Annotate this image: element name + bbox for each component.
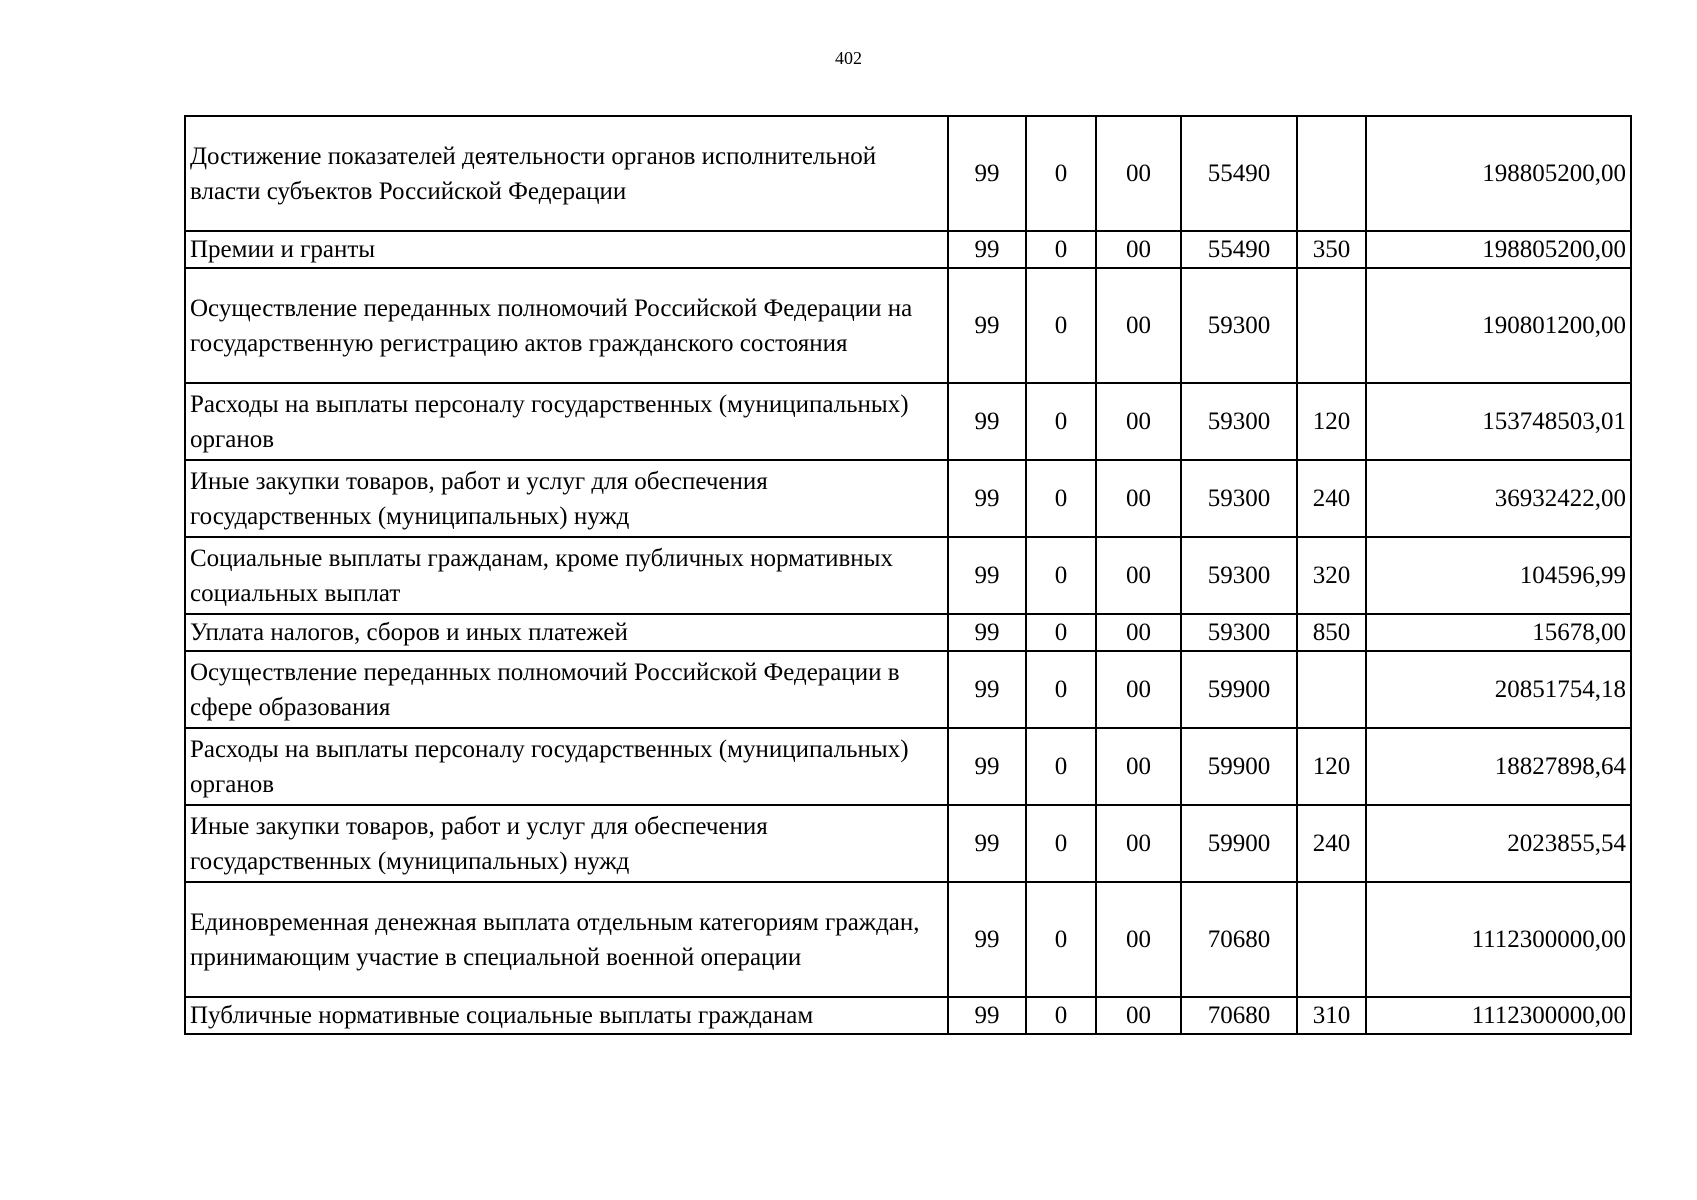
- row-code-5: 120: [1297, 383, 1366, 460]
- table-row: [185, 728, 1631, 805]
- row-code-4: 59300: [1181, 460, 1297, 537]
- row-name: Иные закупки товаров, работ и услуг для обеспечения государственных (муниципальных) нужд: [185, 805, 948, 882]
- row-code-3: 00: [1096, 116, 1181, 231]
- row-code-5: [1297, 651, 1366, 728]
- row-amount: 198805200,00: [1366, 231, 1631, 268]
- table-row: [185, 805, 1631, 882]
- row-code-2: 0: [1026, 805, 1096, 882]
- row-code-2: 0: [1026, 614, 1096, 651]
- row-code-3: 00: [1096, 537, 1181, 614]
- row-code-4: 59300: [1181, 614, 1297, 651]
- row-code-4: 55490: [1181, 116, 1297, 231]
- row-code-1: 99: [948, 805, 1026, 882]
- row-name: Уплата налогов, сборов и иных платежей: [185, 614, 948, 651]
- row-name: Осуществление переданных полномочий Российской Федерации в сфере образования: [185, 651, 948, 728]
- row-code-2: 0: [1026, 116, 1096, 231]
- row-code-4: 59300: [1181, 268, 1297, 383]
- row-name: Расходы на выплаты персоналу государственных (муниципальных) органов: [185, 383, 948, 460]
- row-code-3: 00: [1096, 728, 1181, 805]
- row-name: Публичные нормативные социальные выплаты гражданам: [185, 997, 948, 1034]
- table-row: [185, 882, 1631, 997]
- row-code-2: 0: [1026, 651, 1096, 728]
- row-code-5: 240: [1297, 460, 1366, 537]
- row-amount: 104596,99: [1366, 537, 1631, 614]
- row-code-2: 0: [1026, 537, 1096, 614]
- row-code-2: 0: [1026, 268, 1096, 383]
- row-code-2: 0: [1026, 997, 1096, 1034]
- row-code-1: 99: [948, 614, 1026, 651]
- row-amount: 1112300000,00: [1366, 882, 1631, 997]
- row-code-5: 240: [1297, 805, 1366, 882]
- row-code-4: 59900: [1181, 651, 1297, 728]
- row-code-4: 59300: [1181, 537, 1297, 614]
- row-code-5: [1297, 116, 1366, 231]
- row-code-3: 00: [1096, 882, 1181, 997]
- budget-table: [184, 115, 1632, 1035]
- row-name: Премии и гранты: [185, 231, 948, 268]
- row-amount: 190801200,00: [1366, 268, 1631, 383]
- row-code-4: 55490: [1181, 231, 1297, 268]
- table-row: [185, 268, 1631, 383]
- table-row: [185, 383, 1631, 460]
- row-code-4: 70680: [1181, 997, 1297, 1034]
- table-row: [185, 614, 1631, 651]
- table-row: [185, 997, 1631, 1034]
- row-code-1: 99: [948, 728, 1026, 805]
- row-code-3: 00: [1096, 268, 1181, 383]
- row-amount: 36932422,00: [1366, 460, 1631, 537]
- row-code-1: 99: [948, 882, 1026, 997]
- row-code-1: 99: [948, 537, 1026, 614]
- row-code-3: 00: [1096, 460, 1181, 537]
- table-row: [185, 537, 1631, 614]
- row-amount: 2023855,54: [1366, 805, 1631, 882]
- row-code-2: 0: [1026, 383, 1096, 460]
- row-amount: 153748503,01: [1366, 383, 1631, 460]
- row-amount: 18827898,64: [1366, 728, 1631, 805]
- table-row: [185, 651, 1631, 728]
- row-code-3: 00: [1096, 805, 1181, 882]
- row-code-1: 99: [948, 997, 1026, 1034]
- row-code-1: 99: [948, 383, 1026, 460]
- row-code-4: 59900: [1181, 728, 1297, 805]
- row-code-3: 00: [1096, 651, 1181, 728]
- table-row: [185, 231, 1631, 268]
- row-code-3: 00: [1096, 231, 1181, 268]
- table-row: [185, 460, 1631, 537]
- row-name: Социальные выплаты гражданам, кроме публичных нормативных социальных выплат: [185, 537, 948, 614]
- row-code-5: 850: [1297, 614, 1366, 651]
- row-code-5: [1297, 268, 1366, 383]
- row-code-3: 00: [1096, 383, 1181, 460]
- row-code-5: [1297, 882, 1366, 997]
- row-name: Достижение показателей деятельности органов исполнительной власти субъектов Российской Федерации: [185, 116, 948, 231]
- row-code-5: 120: [1297, 728, 1366, 805]
- row-code-3: 00: [1096, 614, 1181, 651]
- row-code-1: 99: [948, 460, 1026, 537]
- row-name: Единовременная денежная выплата отдельным категориям граждан, принимающим участие в специальной военной операции: [185, 882, 948, 997]
- row-code-2: 0: [1026, 231, 1096, 268]
- row-code-5: 350: [1297, 231, 1366, 268]
- row-code-1: 99: [948, 231, 1026, 268]
- row-amount: 20851754,18: [1366, 651, 1631, 728]
- row-code-4: 70680: [1181, 882, 1297, 997]
- row-code-5: 320: [1297, 537, 1366, 614]
- row-code-1: 99: [948, 268, 1026, 383]
- row-name: Осуществление переданных полномочий Российской Федерации на государственную регистрацию актов гражданского состояния: [185, 268, 948, 383]
- row-code-2: 0: [1026, 728, 1096, 805]
- row-amount: 198805200,00: [1366, 116, 1631, 231]
- row-code-2: 0: [1026, 882, 1096, 997]
- row-name: Иные закупки товаров, работ и услуг для обеспечения государственных (муниципальных) нужд: [185, 460, 948, 537]
- row-code-4: 59900: [1181, 805, 1297, 882]
- row-name: Расходы на выплаты персоналу государственных (муниципальных) органов: [185, 728, 948, 805]
- row-code-4: 59300: [1181, 383, 1297, 460]
- row-code-3: 00: [1096, 997, 1181, 1034]
- row-amount: 15678,00: [1366, 614, 1631, 651]
- table-row: [185, 116, 1631, 231]
- row-code-2: 0: [1026, 460, 1096, 537]
- row-code-1: 99: [948, 116, 1026, 231]
- row-amount: 1112300000,00: [1366, 997, 1631, 1034]
- row-code-5: 310: [1297, 997, 1366, 1034]
- row-code-1: 99: [948, 651, 1026, 728]
- page-number: 402: [835, 48, 862, 68]
